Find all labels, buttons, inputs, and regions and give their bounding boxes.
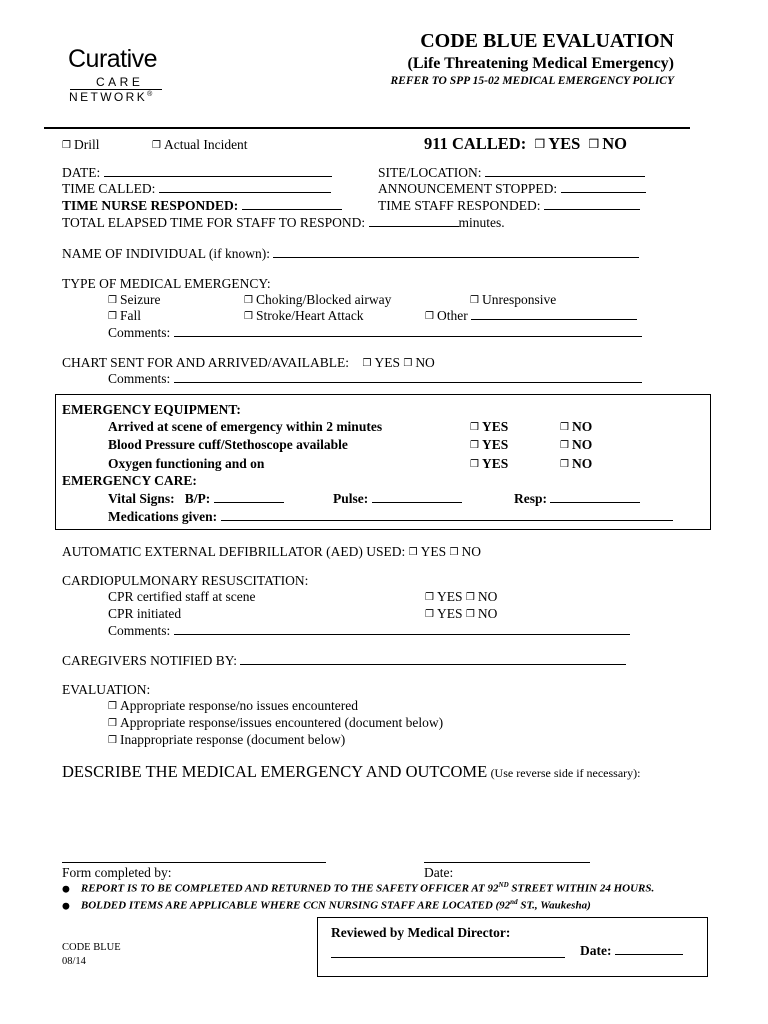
aed-label: AUTOMATIC EXTERNAL DEFIBRILLATOR (AED) USED: xyxy=(62,544,406,559)
note-2-post: ST., Waukesha) xyxy=(517,899,591,912)
emergency-comments-field xyxy=(108,325,642,341)
time-called-label: TIME CALLED: xyxy=(62,181,156,196)
bp-cuff-label: Blood Pressure cuff/Stethoscope available xyxy=(108,437,348,452)
seizure-option[interactable] xyxy=(108,292,160,308)
arrived-yes-option[interactable] xyxy=(470,419,508,435)
stroke-option[interactable] xyxy=(244,308,364,324)
caregivers-field xyxy=(62,653,626,669)
cpr-certified-no-label: NO xyxy=(477,589,498,604)
nurse-responded-field xyxy=(62,198,342,214)
site-field xyxy=(378,165,645,181)
date-input[interactable] xyxy=(104,165,332,177)
time-called-input[interactable] xyxy=(159,181,331,193)
bp-cuff-yes-option[interactable] xyxy=(470,437,508,453)
cpr-comments-label: Comments: xyxy=(108,623,171,638)
bullet-icon: ● xyxy=(62,884,70,895)
cpr-initiated-no-label: NO xyxy=(477,606,498,621)
evaluation-label-3: Inappropriate response (document below) xyxy=(119,732,346,747)
other-input[interactable] xyxy=(471,308,637,320)
nurse-responded-label: TIME NURSE RESPONDED: xyxy=(62,198,239,213)
vital-signs-row xyxy=(108,491,284,507)
bullet-icon: ● xyxy=(62,901,70,912)
note-report-deadline xyxy=(62,881,654,895)
fall-checkbox[interactable]: ❒ xyxy=(108,311,117,322)
drill-checkbox[interactable]: ❒ xyxy=(62,140,71,151)
emergency-type-label: TYPE OF MEDICAL EMERGENCY: xyxy=(62,276,271,291)
logo-care: CARE xyxy=(96,75,144,89)
chart-sent-row xyxy=(62,355,435,371)
staff-responded-label: TIME STAFF RESPONDED: xyxy=(378,198,541,213)
oxygen-no-label: NO xyxy=(571,456,593,471)
bp-label: B/P: xyxy=(184,491,211,506)
chart-comments-label: Comments: xyxy=(108,371,171,386)
note-bolded-items xyxy=(62,898,591,912)
bp-cuff-no-label: NO xyxy=(571,437,593,452)
footer-form-code: CODE BLUE xyxy=(62,942,121,953)
caregivers-input[interactable] xyxy=(240,653,626,665)
evaluation-label: EVALUATION: xyxy=(62,682,151,697)
evaluation-option-3[interactable] xyxy=(108,732,345,748)
medications-field xyxy=(108,509,673,525)
drill-option[interactable] xyxy=(62,137,99,153)
resp-input[interactable] xyxy=(550,491,640,503)
evaluation-label-1: Appropriate response/no issues encountered xyxy=(119,698,359,713)
arrived-label: Arrived at scene of emergency within 2 minutes xyxy=(108,419,383,434)
cpr-initiated-yes-label: YES xyxy=(436,606,463,621)
cpr-initiated-label: CPR initiated xyxy=(108,606,182,621)
bp-cuff-yes-label: YES xyxy=(481,437,509,452)
oxygen-yes-option[interactable] xyxy=(470,456,508,472)
describe-area[interactable] xyxy=(62,785,702,845)
equipment-label: EMERGENCY EQUIPMENT: xyxy=(62,402,241,417)
emergency-comments-input[interactable] xyxy=(174,325,642,337)
cpr-label: CARDIOPULMONARY RESUSCITATION: xyxy=(62,573,309,588)
medications-label: Medications given: xyxy=(108,509,218,524)
review-date-input[interactable] xyxy=(615,943,683,955)
describe-heading xyxy=(62,762,641,782)
site-input[interactable] xyxy=(485,165,645,177)
cpr-initiated-no-checkbox[interactable]: ❒ xyxy=(465,609,475,620)
cpr-certified-options xyxy=(425,589,497,605)
oxygen-label: Oxygen functioning and on xyxy=(108,456,265,471)
aed-no-label: NO xyxy=(461,544,481,559)
bp-cuff-yes-checkbox[interactable]: ❒ xyxy=(470,440,479,451)
date-label: DATE: xyxy=(62,165,101,180)
seizure-checkbox[interactable]: ❒ xyxy=(108,295,117,306)
called-911-no-label: NO xyxy=(602,134,627,153)
seizure-label: Seizure xyxy=(119,292,161,307)
other-label: Other xyxy=(436,308,468,323)
note-1-sup: ND xyxy=(498,881,509,889)
oxygen-yes-label: YES xyxy=(481,456,509,471)
evaluation-checkbox-2[interactable]: ❒ xyxy=(108,718,117,729)
bp-cuff-no-option[interactable] xyxy=(560,437,592,453)
cpr-certified-label: CPR certified staff at scene xyxy=(108,589,256,604)
evaluation-label-2: Appropriate response/issues encountered (document below) xyxy=(119,715,444,730)
completed-date-label: Date: xyxy=(424,865,454,880)
pulse-input[interactable] xyxy=(372,491,462,503)
logo-reg: ® xyxy=(147,91,153,98)
arrived-no-option[interactable] xyxy=(560,419,592,435)
chart-comments-input[interactable] xyxy=(174,371,642,383)
vital-signs-label: Vital Signs: xyxy=(108,491,175,506)
choking-option[interactable] xyxy=(244,292,391,308)
note-2-sup: nd xyxy=(510,898,518,906)
review-signature-line[interactable] xyxy=(331,957,565,958)
announcement-label: ANNOUNCEMENT STOPPED: xyxy=(378,181,558,196)
chart-no-checkbox[interactable]: ❒ xyxy=(403,358,413,369)
note-1-text: REPORT IS TO BE COMPLETED AND RETURNED TO THE SAFETY OFFICER AT 92 xyxy=(80,882,499,895)
site-label: SITE/LOCATION: xyxy=(378,165,482,180)
evaluation-checkbox-3[interactable]: ❒ xyxy=(108,735,117,746)
review-label: Reviewed by Medical Director: xyxy=(331,925,511,940)
completed-by-signature-line[interactable] xyxy=(62,862,326,863)
cpr-initiated-yes-checkbox[interactable]: ❒ xyxy=(425,609,434,620)
form-subtitle: (Life Threatening Medical Emergency) xyxy=(407,55,674,72)
completed-by-label: Form completed by: xyxy=(62,865,172,880)
stroke-checkbox[interactable]: ❒ xyxy=(244,311,253,322)
actual-incident-label: Actual Incident xyxy=(163,137,248,152)
evaluation-option-1[interactable] xyxy=(108,698,358,714)
chart-yes-checkbox[interactable]: ❒ xyxy=(362,358,372,369)
chart-sent-label: CHART SENT FOR AND ARRIVED/AVAILABLE: xyxy=(62,355,349,370)
resp-label: Resp: xyxy=(514,491,547,506)
pulse-field xyxy=(333,491,462,507)
unresponsive-label: Unresponsive xyxy=(481,292,557,307)
aed-yes-label: YES xyxy=(420,544,447,559)
minutes-label: minutes. xyxy=(458,215,505,230)
form-title: CODE BLUE EVALUATION xyxy=(420,30,674,52)
oxygen-no-option[interactable] xyxy=(560,456,592,472)
stroke-label: Stroke/Heart Attack xyxy=(255,308,364,323)
individual-field xyxy=(62,246,639,262)
other-checkbox[interactable]: ❒ xyxy=(425,311,434,322)
policy-reference: REFER TO SPP 15-02 MEDICAL EMERGENCY POLICY xyxy=(390,75,674,87)
elapsed-time-input[interactable] xyxy=(369,215,459,227)
oxygen-no-checkbox[interactable]: ❒ xyxy=(560,459,569,470)
elapsed-time-label: TOTAL ELAPSED TIME FOR STAFF TO RESPOND: xyxy=(62,215,366,230)
cpr-comments-field xyxy=(108,623,630,639)
evaluation-checkbox-1[interactable]: ❒ xyxy=(108,701,117,712)
chart-no-label: NO xyxy=(415,355,435,370)
elapsed-time-field xyxy=(62,215,505,231)
note-2-text: BOLDED ITEMS ARE APPLICABLE WHERE CCN NURSING STAFF ARE LOCATED (92 xyxy=(80,899,511,912)
individual-input[interactable] xyxy=(273,246,639,258)
oxygen-yes-checkbox[interactable]: ❒ xyxy=(470,459,479,470)
choking-checkbox[interactable]: ❒ xyxy=(244,295,253,306)
called-911-yes-checkbox[interactable]: ❒ xyxy=(534,137,546,151)
cpr-certified-yes-checkbox[interactable]: ❒ xyxy=(425,592,434,603)
drill-label: Drill xyxy=(73,137,100,152)
nurse-responded-input[interactable] xyxy=(242,198,342,210)
resp-field xyxy=(514,491,640,507)
arrived-yes-label: YES xyxy=(481,419,509,434)
cpr-initiated-options xyxy=(425,606,497,622)
other-option[interactable] xyxy=(425,308,637,324)
emergency-comments-label: Comments: xyxy=(108,325,171,340)
emergency-care-label: EMERGENCY CARE: xyxy=(62,473,197,488)
arrived-yes-checkbox[interactable]: ❒ xyxy=(470,422,479,433)
unresponsive-option[interactable] xyxy=(470,292,556,308)
footer-revision: 08/14 xyxy=(62,956,86,967)
caregivers-label: CAREGIVERS NOTIFIED BY: xyxy=(62,653,238,668)
choking-label: Choking/Blocked airway xyxy=(255,292,392,307)
cpr-certified-yes-label: YES xyxy=(436,589,463,604)
describe-note: (Use reverse side if necessary): xyxy=(490,766,641,780)
note-1-post: STREET WITHIN 24 HOURS. xyxy=(508,882,655,895)
pulse-label: Pulse: xyxy=(333,491,369,506)
staff-responded-input[interactable] xyxy=(544,198,640,210)
bp-input[interactable] xyxy=(214,491,284,503)
cpr-comments-input[interactable] xyxy=(174,623,630,635)
aed-no-checkbox[interactable]: ❒ xyxy=(449,547,459,558)
chart-comments-field xyxy=(108,371,642,387)
aed-yes-checkbox[interactable]: ❒ xyxy=(408,547,418,558)
fall-option[interactable] xyxy=(108,308,141,324)
logo-wordmark: Curative xyxy=(68,45,158,73)
staff-responded-field xyxy=(378,198,640,214)
evaluation-option-2[interactable] xyxy=(108,715,443,731)
arrived-no-label: NO xyxy=(571,419,593,434)
header-divider xyxy=(44,127,690,129)
called-911-yes-label: YES xyxy=(548,134,581,153)
actual-incident-option[interactable] xyxy=(152,137,248,153)
logo-network xyxy=(69,90,152,104)
completed-date-line[interactable] xyxy=(424,862,590,863)
announcement-input[interactable] xyxy=(561,181,646,193)
called-911-label: 911 CALLED: xyxy=(424,134,527,153)
review-date-label: Date: xyxy=(580,943,612,958)
logo-network-text: NETWORK xyxy=(69,90,148,104)
actual-incident-checkbox[interactable]: ❒ xyxy=(152,140,161,151)
called-911-no-checkbox[interactable]: ❒ xyxy=(588,137,600,151)
fall-label: Fall xyxy=(119,308,141,323)
individual-label: NAME OF INDIVIDUAL (if known): xyxy=(62,246,270,261)
date-field xyxy=(62,165,332,181)
arrived-no-checkbox[interactable]: ❒ xyxy=(560,422,569,433)
called-911-row xyxy=(424,134,627,154)
medications-input[interactable] xyxy=(221,509,673,521)
bp-cuff-no-checkbox[interactable]: ❒ xyxy=(560,440,569,451)
chart-yes-label: YES xyxy=(374,355,400,370)
announcement-field xyxy=(378,181,646,197)
aed-row xyxy=(62,544,481,560)
time-called-field xyxy=(62,181,331,197)
unresponsive-checkbox[interactable]: ❒ xyxy=(470,295,479,306)
describe-label: DESCRIBE THE MEDICAL EMERGENCY AND OUTCOME xyxy=(62,762,488,781)
cpr-certified-no-checkbox[interactable]: ❒ xyxy=(465,592,475,603)
review-date-field xyxy=(580,943,683,959)
